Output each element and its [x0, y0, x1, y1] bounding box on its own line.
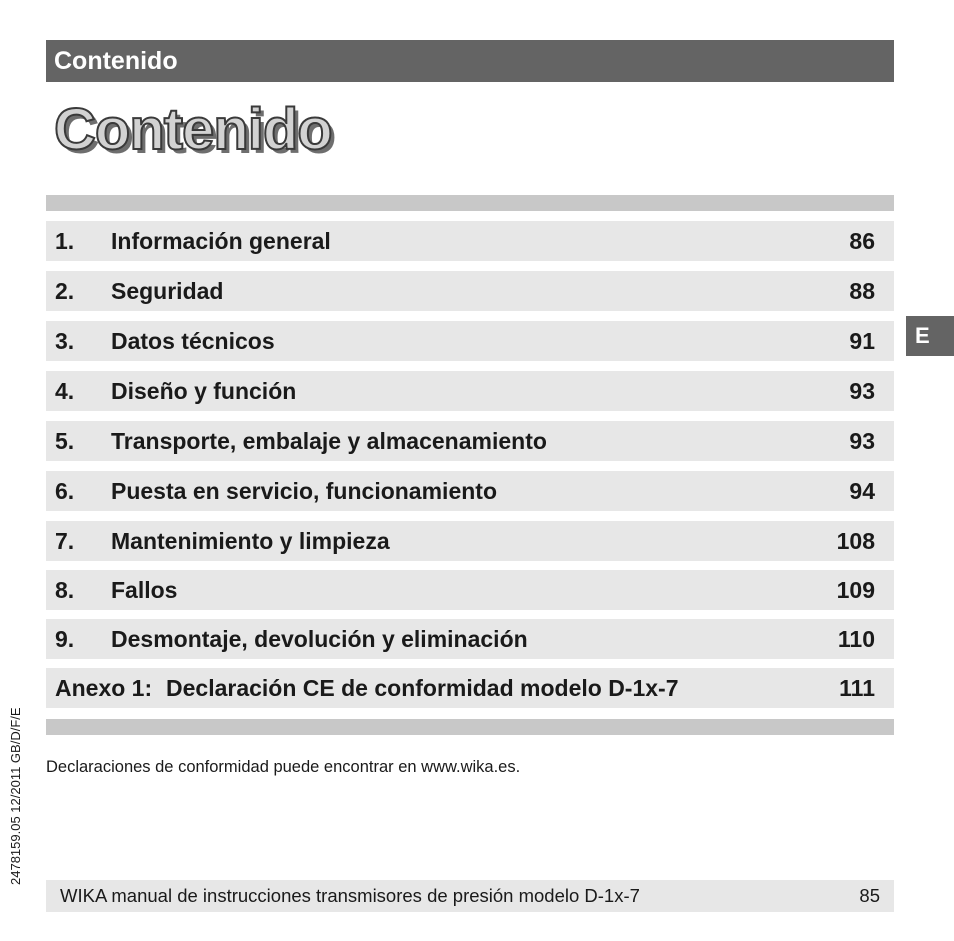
toc-title: Declaración CE de conformidad modelo D-1x-7 — [166, 675, 679, 701]
toc-number: Anexo 1: — [55, 675, 153, 701]
conformity-note: Declaraciones de conformidad puede encontrar en www.wika.es. — [46, 758, 521, 776]
section-header-bar — [46, 40, 894, 82]
toc-title: Desmontaje, devolución y eliminación — [111, 626, 528, 652]
toc-number: 6. — [55, 478, 75, 504]
toc-number: 7. — [55, 528, 75, 554]
page-title: Contenido — [54, 97, 332, 162]
toc-entry-3[interactable] — [46, 321, 894, 361]
toc-title: Fallos — [111, 577, 178, 603]
toc-number: 2. — [55, 278, 75, 304]
toc-title: Información general — [111, 228, 331, 254]
toc-page: 108 — [836, 528, 875, 554]
toc-entry-9[interactable] — [46, 619, 894, 659]
toc-page: 93 — [849, 378, 875, 404]
document-code: 2478159.05 12/2011 GB/D/F/E — [8, 707, 23, 885]
toc-number: 5. — [55, 428, 75, 454]
toc-number: 9. — [55, 626, 75, 652]
page-footer — [46, 880, 894, 912]
toc-number: 1. — [55, 228, 75, 254]
toc-page: 86 — [849, 228, 875, 254]
toc-entry-annex-1[interactable] — [46, 668, 894, 708]
toc-entry-1[interactable] — [46, 221, 894, 261]
toc-page: 110 — [837, 626, 875, 652]
toc-title: Mantenimiento y limpieza — [111, 528, 390, 554]
toc-page: 94 — [849, 478, 875, 504]
language-tab — [906, 316, 954, 356]
footer-text: WIKA manual de instrucciones transmisores de presión modelo D-1x-7 — [60, 885, 640, 906]
language-tab-label: E — [915, 323, 930, 348]
page-number: 85 — [859, 885, 880, 906]
toc-entry-5[interactable] — [46, 421, 894, 461]
toc-page: 109 — [836, 577, 875, 603]
toc-page: 93 — [849, 428, 875, 454]
toc-title: Puesta en servicio, funcionamiento — [111, 478, 497, 504]
toc-entry-7[interactable] — [46, 521, 894, 561]
top-divider — [46, 195, 894, 211]
toc-page: 88 — [849, 278, 875, 304]
bottom-divider — [46, 719, 894, 735]
toc-entry-4[interactable] — [46, 371, 894, 411]
toc-title: Datos técnicos — [111, 328, 275, 354]
toc-page: 91 — [849, 328, 875, 354]
toc-entry-8[interactable] — [46, 570, 894, 610]
toc-entry-6[interactable] — [46, 471, 894, 511]
toc-title: Diseño y función — [111, 378, 297, 404]
toc-number: 4. — [55, 378, 75, 404]
toc-number: 3. — [55, 328, 75, 354]
toc-title: Transporte, embalaje y almacenamiento — [111, 428, 547, 454]
toc-page: 111 — [839, 675, 875, 701]
toc-title: Seguridad — [111, 278, 224, 304]
toc-entry-2[interactable] — [46, 271, 894, 311]
toc-number: 8. — [55, 577, 75, 603]
section-header-label: Contenido — [54, 47, 178, 75]
